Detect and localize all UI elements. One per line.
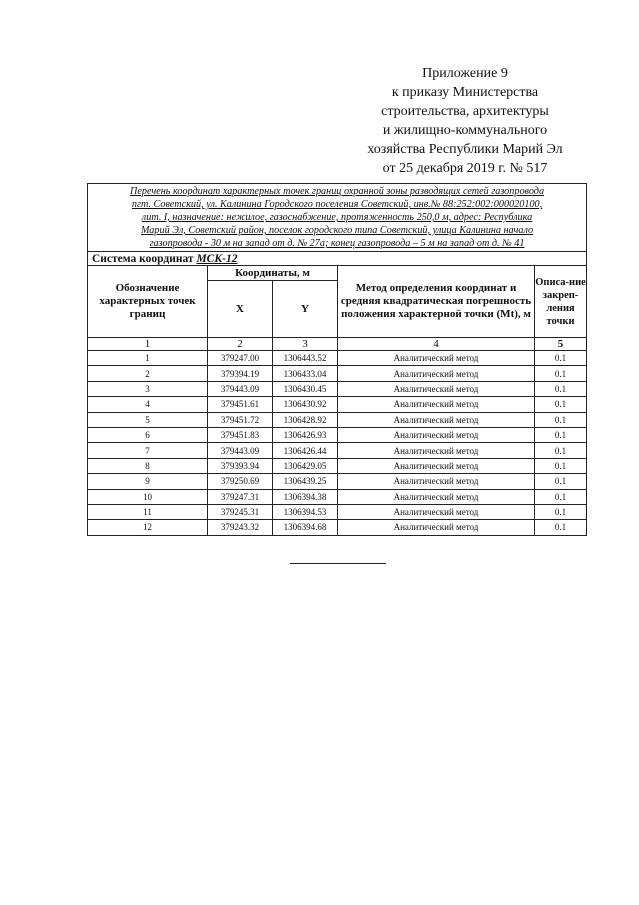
cell-mt: 0.1 <box>535 520 587 535</box>
column-number: 3 <box>273 338 338 351</box>
cell-method: Аналитический метод <box>338 412 535 427</box>
coordinate-system-row <box>88 252 587 266</box>
column-number: 1 <box>88 338 208 351</box>
cell-method: Аналитический метод <box>338 474 535 489</box>
signature-line <box>290 563 386 564</box>
table-row <box>88 489 587 504</box>
header-method: Метод определения координат и средняя квадратическая погрешность положения характерной точки (Mt), м <box>338 266 535 338</box>
cell-x: 379451.72 <box>208 412 273 427</box>
cell-method: Аналитический метод <box>338 458 535 473</box>
column-number: 4 <box>338 338 535 351</box>
cell-y: 1306433.04 <box>273 366 338 381</box>
cell-mt: 0.1 <box>535 412 587 427</box>
table-row <box>88 427 587 442</box>
header-designation: Обозначение характерных точек границ <box>88 266 208 338</box>
cell-method: Аналитический метод <box>338 351 535 366</box>
cell-method: Аналитический метод <box>338 397 535 412</box>
cell-n: 6 <box>88 427 208 442</box>
cell-x: 379247.31 <box>208 489 273 504</box>
column-number: 2 <box>208 338 273 351</box>
cell-mt: 0.1 <box>535 397 587 412</box>
cell-x: 379250.69 <box>208 474 273 489</box>
cell-x: 379394.19 <box>208 366 273 381</box>
cell-y: 1306426.93 <box>273 427 338 442</box>
cell-n: 5 <box>88 412 208 427</box>
appendix-line: от 25 декабря 2019 г. № 517 <box>382 161 548 176</box>
cell-y: 1306439.25 <box>273 474 338 489</box>
cell-method: Аналитический метод <box>338 504 535 519</box>
cell-n: 11 <box>88 504 208 519</box>
coordinate-system-code: МСК-12 <box>196 252 238 265</box>
cell-mt: 0.1 <box>535 474 587 489</box>
cell-y: 1306443.52 <box>273 351 338 366</box>
cell-method: Аналитический метод <box>338 366 535 381</box>
coordinate-system-label: Система координат <box>92 252 194 265</box>
cell-x: 379443.09 <box>208 443 273 458</box>
cell-n: 7 <box>88 443 208 458</box>
table-row <box>88 366 587 381</box>
header-x: X <box>208 281 273 338</box>
cell-y: 1306429.05 <box>273 458 338 473</box>
header-coordinates: Координаты, м <box>208 266 338 281</box>
cell-x: 379243.32 <box>208 520 273 535</box>
header-description: Описа-ние закреп-ления точки <box>535 266 587 338</box>
table-row <box>88 458 587 473</box>
coordinates-table <box>87 183 587 536</box>
column-number: 5 <box>535 338 587 351</box>
appendix-line: хозяйства Республики Марий Эл <box>367 142 563 157</box>
cell-mt: 0.1 <box>535 381 587 396</box>
cell-x: 379245.31 <box>208 504 273 519</box>
appendix-line: и жилищно-коммунального <box>382 123 548 138</box>
cell-method: Аналитический метод <box>338 520 535 535</box>
table-caption <box>88 184 587 252</box>
cell-method: Аналитический метод <box>338 443 535 458</box>
cell-x: 379247.00 <box>208 351 273 366</box>
cell-mt: 0.1 <box>535 366 587 381</box>
appendix-header <box>330 64 600 178</box>
header-y: Y <box>273 281 338 338</box>
cell-n: 8 <box>88 458 208 473</box>
table-row <box>88 520 587 535</box>
table-row <box>88 504 587 519</box>
cell-n: 10 <box>88 489 208 504</box>
caption-line: Перечень координат характерных точек границ охранной зоны разводящих сетей газопровода <box>130 186 545 197</box>
caption-line: лит. I, назначение: нежилое, газоснабжение, протяженность 250,0 м, адрес: Республика <box>141 212 533 223</box>
cell-x: 379443.09 <box>208 381 273 396</box>
cell-y: 1306394.53 <box>273 504 338 519</box>
cell-y: 1306394.68 <box>273 520 338 535</box>
cell-mt: 0.1 <box>535 427 587 442</box>
cell-method: Аналитический метод <box>338 381 535 396</box>
table-row <box>88 474 587 489</box>
caption-line: газопровода - 30 м на запад от д. № 27а; конец газопровода – 5 м на запад от д. № 41 <box>149 238 525 249</box>
table-row <box>88 381 587 396</box>
cell-x: 379393.94 <box>208 458 273 473</box>
table-row <box>88 397 587 412</box>
table-row <box>88 412 587 427</box>
cell-n: 2 <box>88 366 208 381</box>
cell-x: 379451.61 <box>208 397 273 412</box>
cell-y: 1306430.92 <box>273 397 338 412</box>
table-row <box>88 443 587 458</box>
cell-n: 4 <box>88 397 208 412</box>
cell-mt: 0.1 <box>535 504 587 519</box>
appendix-line: Приложение 9 <box>422 66 508 81</box>
cell-method: Аналитический метод <box>338 489 535 504</box>
cell-n: 12 <box>88 520 208 535</box>
cell-n: 9 <box>88 474 208 489</box>
cell-y: 1306428.92 <box>273 412 338 427</box>
caption-line: Марий Эл, Советский район, поселок городского типа Советский, улица Калинина начало <box>140 225 534 236</box>
appendix-line: к приказу Министерства <box>391 85 539 100</box>
cell-mt: 0.1 <box>535 489 587 504</box>
cell-mt: 0.1 <box>535 458 587 473</box>
table-row <box>88 351 587 366</box>
cell-n: 3 <box>88 381 208 396</box>
cell-y: 1306394.38 <box>273 489 338 504</box>
cell-x: 379451.83 <box>208 427 273 442</box>
caption-line: пгт. Советский, ул. Калинина Городского поселения Советский, инв.№ 88:252:002:000020100, <box>131 199 543 210</box>
cell-n: 1 <box>88 351 208 366</box>
cell-mt: 0.1 <box>535 351 587 366</box>
appendix-line: строительства, архитектуры <box>381 104 549 119</box>
cell-method: Аналитический метод <box>338 427 535 442</box>
cell-mt: 0.1 <box>535 443 587 458</box>
cell-y: 1306430.45 <box>273 381 338 396</box>
cell-y: 1306426.44 <box>273 443 338 458</box>
